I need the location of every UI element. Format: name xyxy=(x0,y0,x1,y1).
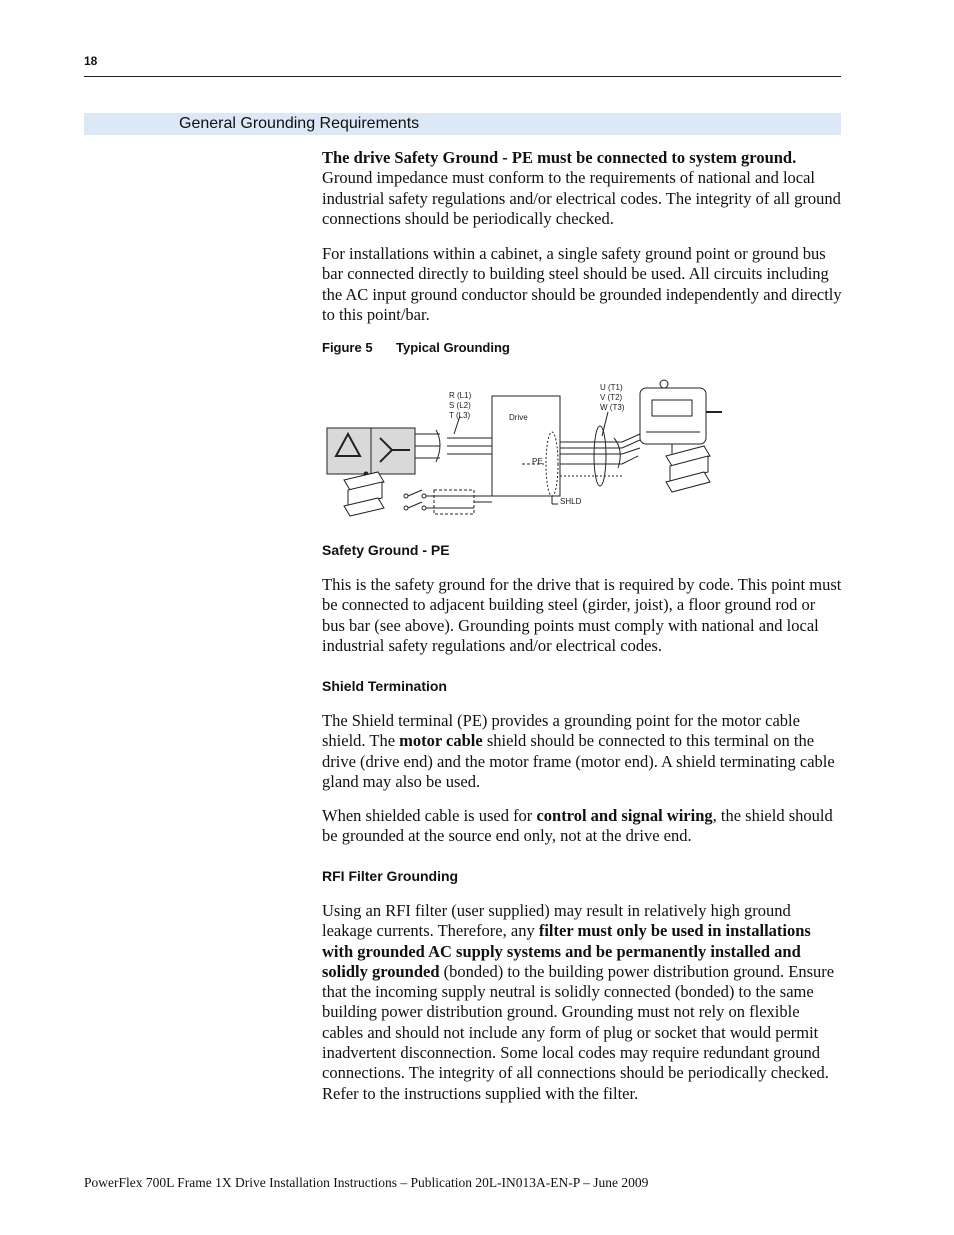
page-number: 18 xyxy=(84,54,98,68)
shield-p1-a: The Shield terminal (PE) provides a grounding point for the motor cable shield. The xyxy=(322,711,800,751)
figure-title: Typical Grounding xyxy=(396,340,510,355)
shield-p2-c: , the shield should be grounded at the source end only, not at the drive end. xyxy=(322,806,833,846)
shield-paragraph-2 xyxy=(322,806,842,847)
label-s-l2: S (L2) xyxy=(449,401,471,410)
cabinet-paragraph xyxy=(322,244,842,325)
section-header-bar xyxy=(84,113,841,135)
section-title: General Grounding Requirements xyxy=(179,115,420,132)
label-r-l1: R (L1) xyxy=(449,391,472,400)
control-cable-shield xyxy=(434,490,474,514)
shield-p1-c: shield should be connected to this terminal on the drive (drive end) and the motor frame (motor end). A shield terminating cable gland may also be used. xyxy=(322,731,835,791)
rfi-filter-heading: RFI Filter Grounding xyxy=(322,868,459,884)
intro-paragraph xyxy=(322,148,842,229)
cable-shield-right xyxy=(594,426,606,486)
shield-termination-heading: Shield Termination xyxy=(322,678,447,694)
shield-p1-b: motor cable xyxy=(399,731,483,751)
label-t-l3: T (L3) xyxy=(449,411,471,420)
shield-p2-b: control and signal wiring xyxy=(536,806,713,825)
rfi-b: filter must only be used in installations with grounded AC supply systems and be permanently installed and solidly grounded xyxy=(322,921,811,981)
safety-ground-text: This is the safety ground for the drive that is required by code. This point must be connected to adjacent building steel (girder, joist), a floor ground rod or bus bar (see above). Grounding points must comply with national and local industrial safety regulations and/or electrical codes. xyxy=(322,575,842,655)
shield-p2-a: When shielded cable is used for xyxy=(322,806,537,825)
drive-box xyxy=(492,396,560,496)
shield-paragraph-1 xyxy=(322,711,842,792)
page-footer: PowerFlex 700L Frame 1X Drive Installation Instructions – Publication 20L-IN013A-EN-P – June 2009 xyxy=(84,1175,649,1190)
rfi-a: Using an RFI filter (user supplied) may result in relatively high ground leakage currents. Therefore, any xyxy=(322,901,791,941)
figure-caption xyxy=(322,340,510,355)
label-v-t2: V (T2) xyxy=(600,393,623,402)
label-drive: Drive xyxy=(509,413,528,422)
grounding-diagram xyxy=(322,372,732,522)
rfi-paragraph xyxy=(322,901,842,1104)
intro-text: Ground impedance must conform to the requirements of national and local industrial safety regulations and/or electrical codes. The integrity of all ground connections should be periodically checked. xyxy=(322,168,841,228)
intro-bold: The drive Safety Ground - PE must be connected to system ground. xyxy=(322,148,797,167)
safety-ground-paragraph xyxy=(322,575,842,656)
header-rule xyxy=(84,76,841,77)
cabinet-text: For installations within a cabinet, a single safety ground point or ground bus bar connected directly to building steel should be used. All circuits including the AC input ground conductor should be grounded independently and directly to this point/bar. xyxy=(322,244,842,324)
label-w-t3: W (T3) xyxy=(600,403,625,412)
label-shld: SHLD xyxy=(560,497,582,506)
safety-ground-heading: Safety Ground - PE xyxy=(322,542,450,558)
label-u-t1: U (T1) xyxy=(600,383,623,392)
figure-number: Figure 5 xyxy=(322,340,373,355)
label-pe: PE xyxy=(532,457,543,466)
rfi-c: (bonded) to the building power distribution ground. Ensure that the incoming supply neutral is solidly connected (bonded) to the same building power distribution ground. Grounding must not rely on flexible cables and should not include any form of plug or socket that would permit inadvertent disconnection. Some local codes may require redundant ground connections. The integrity of all connections should be periodically checked. Refer to the instructions supplied with the filter. xyxy=(322,961,835,1103)
